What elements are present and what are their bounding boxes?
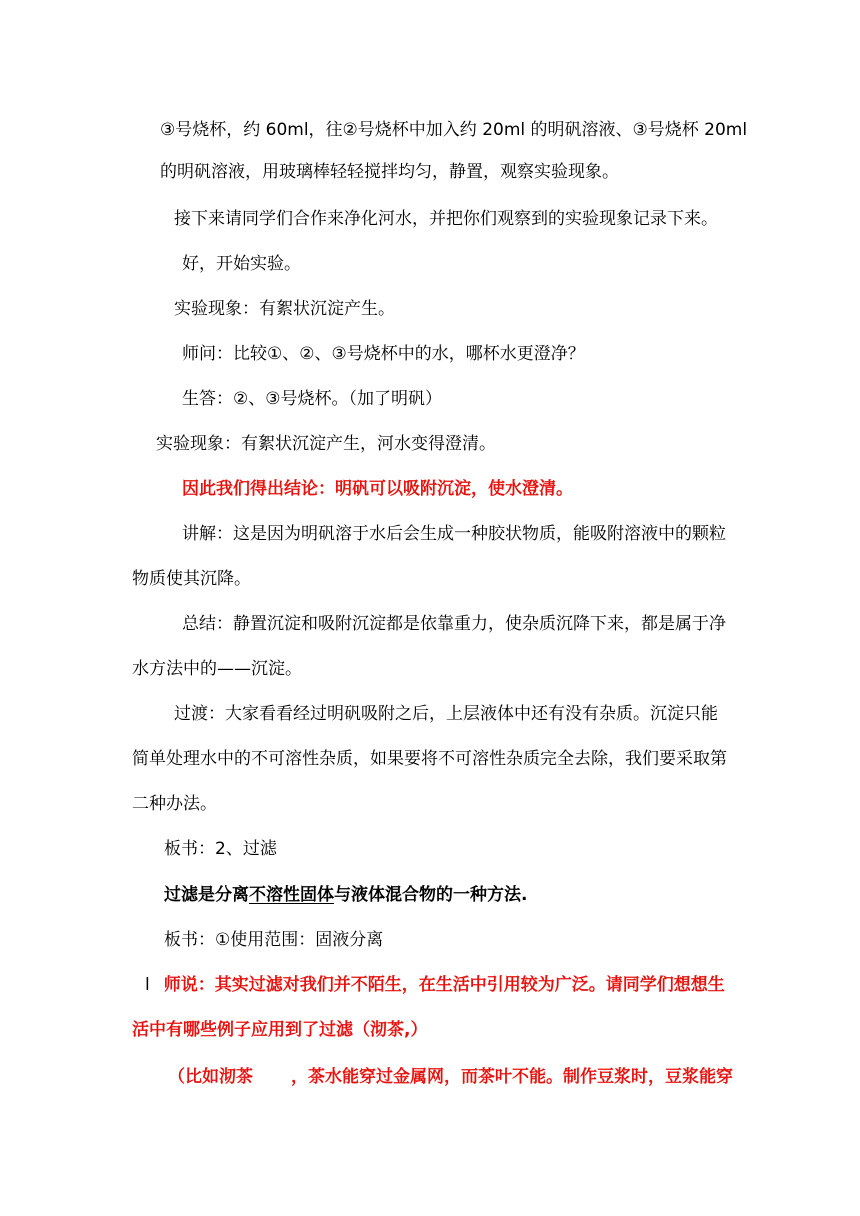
- paragraph-line: 物质使其沉降。: [132, 569, 251, 589]
- paragraph-line: 实验现象：有絮状沉淀产生。: [174, 299, 395, 319]
- definition-prefix: 过滤是分离: [164, 885, 249, 905]
- paragraph-line: 过渡：大家看看经过明矾吸附之后，上层液体中还有没有杂质。沉淀只能: [174, 704, 718, 724]
- definition-underlined: 不溶性固体: [249, 885, 334, 905]
- example-part1: （比如沏茶: [168, 1067, 253, 1087]
- conclusion-line: 因此我们得出结论：明矾可以吸附沉淀，使水澄清。: [182, 479, 573, 499]
- teacher-said-text: 师说：其实过滤对我们并不陌生，在生活中引用较为广泛。请同学们想想生: [163, 975, 725, 995]
- example-line: [168, 1066, 860, 1088]
- teacher-said-continuation: 活中有哪些例子应用到了过滤（沏茶,）: [132, 1020, 428, 1040]
- paragraph-line: 好，开始实验。: [182, 254, 301, 274]
- teacher-said-line: [145, 974, 860, 996]
- list-marker: l: [145, 975, 150, 995]
- example-part2: ，茶水能穿过金属网，而茶叶不能。制作豆浆时，豆浆能穿: [291, 1067, 733, 1087]
- paragraph-line: 总结：静置沉淀和吸附沉淀都是依靠重力，使杂质沉降下来，都是属于净: [182, 614, 726, 634]
- paragraph-line: 二种办法。: [132, 794, 217, 814]
- paragraph-line: 接下来请同学们合作来净化河水，并把你们观察到的实验现象记录下来。: [174, 209, 718, 229]
- paragraph-line: 水方法中的——沉淀。: [132, 659, 302, 679]
- paragraph-line: 的明矾溶液，用玻璃棒轻轻搅拌均匀，静置，观察实验现象。: [160, 162, 619, 182]
- definition-suffix: 与液体混合物的一种方法.: [334, 885, 528, 905]
- definition-line: [164, 884, 860, 906]
- board-heading: 板书：2、过滤: [164, 839, 277, 859]
- board-note: 板书：①使用范围：固液分离: [164, 930, 384, 950]
- paragraph-line: 生答：②、③号烧杯。（加了明矾）: [182, 389, 442, 409]
- paragraph-line: 简单处理水中的不可溶性杂质，如果要将不可溶性杂质完全去除，我们要采取第: [132, 749, 727, 769]
- paragraph-line: 实验现象：有絮状沉淀产生，河水变得澄清。: [156, 434, 496, 454]
- paragraph-line: ③号烧杯，约 60ml，往②号烧杯中加入约 20ml 的明矾溶液、③号烧杯 20ml: [160, 120, 748, 140]
- paragraph-line: 师问：比较①、②、③号烧杯中的水，哪杯水更澄净？: [182, 344, 585, 364]
- paragraph-line: 讲解：这是因为明矾溶于水后会生成一种胶状物质，能吸附溶液中的颗粒: [182, 524, 726, 544]
